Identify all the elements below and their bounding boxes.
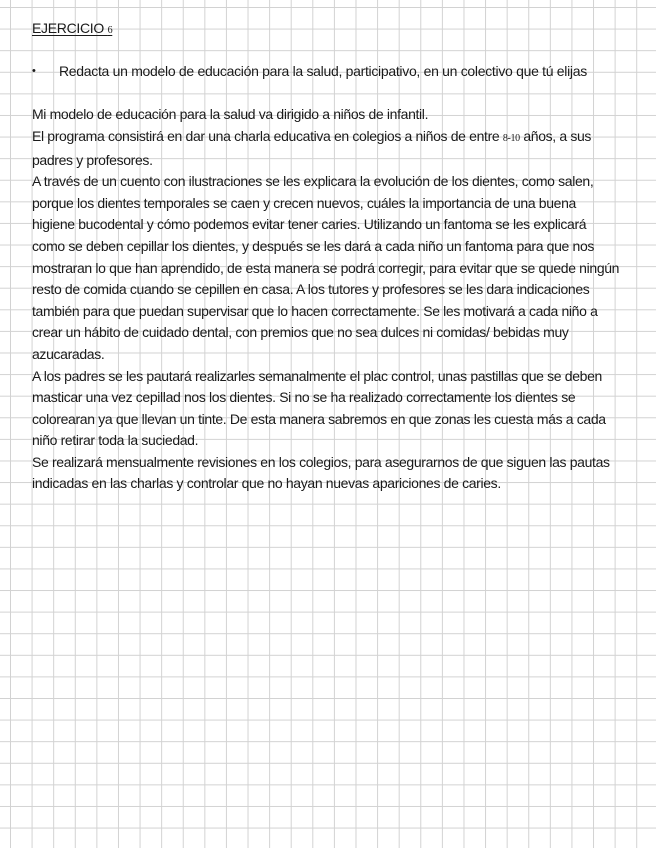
exercise-number: 6 xyxy=(107,25,113,36)
bullet-point: • xyxy=(32,65,36,78)
paragraph-program xyxy=(32,126,622,171)
age-range: 8-10 xyxy=(502,132,520,144)
paragraph-parents-plac-control: A los padres se les pautará realizarles semanalmente el plac control, unas pastillas que se deben masticar una vez cepillad nos los dientes. Si no se ha realizado correctamente los dientes se colorearan ya que llevan un tinte. De esta manera sabremos en que zonas les cuesta más a cada niño retirar toda la suciedad. xyxy=(32,367,606,449)
task-text: Redacta un modelo de educación para la salud, participativo, en un colectivo que tú elijas xyxy=(59,63,587,80)
paragraph-monthly-reviews: Se realizará mensualmente revisiones en los colegios, para asegurarnos de que siguen las pautas indicadas en las charlas y controlar que no hayan nuevas apariciones de caries. xyxy=(32,453,610,492)
document-page xyxy=(32,18,622,495)
exercise-heading xyxy=(32,18,622,40)
answer-body xyxy=(32,104,622,495)
program-text-end: años, a sus padres y profesores. xyxy=(32,127,592,168)
task-item xyxy=(32,61,622,83)
paragraph-story-and-fantoma: A través de un cuento con ilustraciones se les explicara la evolución de los dientes, como salen, porque los dientes temporales se caen y crecen nuevos, cuáles la importancia de una buena higiene bucodental y cómo podemos evitar tener caries. Utilizando un fantoma se les explicará como se deben cepillar los dientes, y después se les dará a cada niño un fantoma para que nos mostraran lo que han aprendido, de esta manera se podrá corregir, para evitar que se quede ningún resto de comida cuando se cepillen en casa. A los tutores y profesores se les dara indicaciones también para que puedan supervisar que lo hacen correctamente. Se les motivará a cada niño a crear un hábito de cuidado dental, con premios que no sea dulces ni comidas/ bebidas muy azucaradas. xyxy=(32,173,620,362)
paragraph-target-group: Mi modelo de educación para la salud va dirigido a niños de infantil. xyxy=(32,106,429,123)
program-text-start: El programa consistirá en dar una charla educativa en colegios a niños de entre xyxy=(32,127,503,144)
exercise-title: EJERCICIO xyxy=(32,20,104,36)
